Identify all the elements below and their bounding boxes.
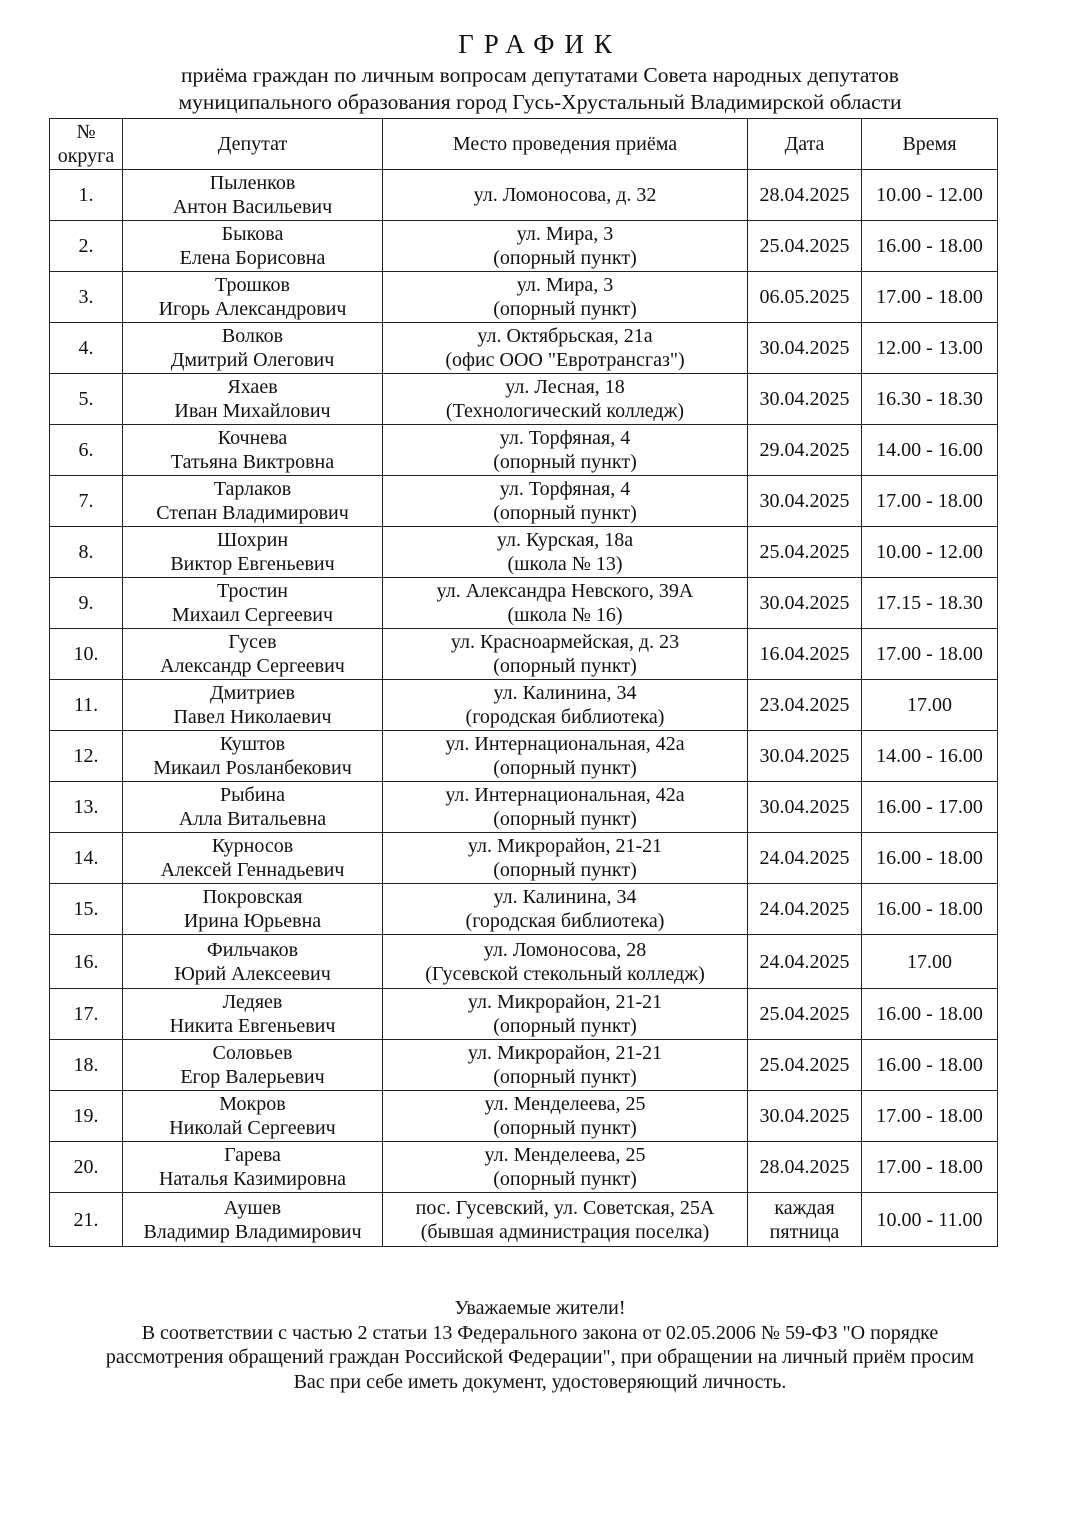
cell-num-num: 19.	[73, 1105, 99, 1127]
cell-place	[383, 833, 748, 884]
cell-time	[862, 170, 998, 221]
cell-place	[383, 731, 748, 782]
document-subtitle	[0, 62, 1080, 116]
cell-deputy	[123, 1142, 383, 1193]
cell-place	[383, 476, 748, 527]
cell-place-place1: ул. Курская, 18а	[496, 529, 634, 551]
table-row	[50, 1091, 998, 1142]
cell-deputy-name: Павел Николаевич	[173, 706, 332, 728]
column-header-time: Время	[862, 119, 998, 170]
cell-place	[383, 1193, 748, 1247]
cell-place-place1: ул. Александра Невского, 39А	[436, 580, 694, 602]
cell-deputy	[123, 629, 383, 680]
cell-date	[748, 1193, 862, 1247]
cell-num	[50, 374, 123, 425]
cell-place-place1: ул. Торфяная, 4	[499, 427, 631, 449]
cell-place	[383, 374, 748, 425]
cell-time	[862, 425, 998, 476]
cell-deputy	[123, 374, 383, 425]
cell-deputy-name: Виктор Евгеньевич	[170, 553, 335, 575]
cell-time	[862, 374, 998, 425]
cell-place	[383, 782, 748, 833]
cell-date	[748, 221, 862, 272]
cell-deputy-name: Александр Сергеевич	[160, 655, 345, 677]
cell-num	[50, 1193, 123, 1247]
cell-date	[748, 1091, 862, 1142]
cell-time-time: 14.00 - 16.00	[876, 439, 983, 461]
cell-deputy-surname: Тарлаков	[213, 478, 292, 500]
cell-time-time: 17.00 - 18.00	[876, 490, 983, 512]
cell-place	[383, 680, 748, 731]
table-row	[50, 578, 998, 629]
cell-date	[748, 989, 862, 1040]
cell-place	[383, 989, 748, 1040]
cell-place-place1: ул. Калинина, 34	[493, 886, 637, 908]
cell-place-place1: ул. Ломоносова, д. 32	[473, 184, 657, 206]
cell-date-date: 28.04.2025	[759, 184, 850, 206]
cell-time	[862, 629, 998, 680]
table-row	[50, 731, 998, 782]
cell-deputy	[123, 1091, 383, 1142]
cell-date-date: 30.04.2025	[759, 592, 850, 614]
cell-place-place1: ул. Мира, 3	[516, 223, 614, 245]
document-title: ГРАФИК	[458, 29, 622, 59]
cell-time-time: 16.00 - 18.00	[876, 235, 983, 257]
cell-date-date: 16.04.2025	[759, 643, 850, 665]
cell-place-place2: (школа № 16)	[507, 604, 623, 626]
cell-deputy	[123, 221, 383, 272]
cell-date-date: 23.04.2025	[759, 694, 850, 716]
cell-time-time: 17.00	[907, 694, 952, 716]
cell-num	[50, 170, 123, 221]
cell-num	[50, 782, 123, 833]
cell-time-time: 17.00 - 18.00	[876, 1105, 983, 1127]
cell-deputy	[123, 989, 383, 1040]
cell-num	[50, 323, 123, 374]
cell-date	[748, 629, 862, 680]
cell-date-date: 29.04.2025	[759, 439, 850, 461]
cell-deputy-name: Алексей Геннадьевич	[160, 859, 345, 881]
cell-deputy	[123, 731, 383, 782]
cell-place-place2: (опорный пункт)	[493, 1117, 637, 1139]
cell-date	[748, 1040, 862, 1091]
cell-place-place1: ул. Мира, 3	[516, 274, 614, 296]
cell-date	[748, 935, 862, 989]
cell-place-place1: ул. Интернациональная, 42а	[445, 733, 685, 755]
cell-date	[748, 425, 862, 476]
cell-time	[862, 1091, 998, 1142]
cell-date-date: 30.04.2025	[759, 745, 850, 767]
cell-time-time: 10.00 - 11.00	[876, 1208, 983, 1231]
cell-date	[748, 731, 862, 782]
subtitle-line: муниципального образования город Гусь-Хрустальный Владимирской области	[178, 90, 902, 114]
cell-time	[862, 1193, 998, 1247]
cell-deputy-name: Николай Сергеевич	[169, 1117, 336, 1139]
cell-date-date: 30.04.2025	[759, 388, 850, 410]
cell-deputy-name: Алла Витальевна	[178, 808, 327, 830]
cell-num	[50, 221, 123, 272]
cell-deputy	[123, 476, 383, 527]
cell-place-place1: ул. Красноармейская, д. 23	[450, 631, 680, 653]
cell-deputy	[123, 1040, 383, 1091]
cell-date-date: 06.05.2025	[759, 286, 850, 308]
cell-time	[862, 935, 998, 989]
cell-place-place1: ул. Микрорайон, 21-21	[467, 835, 663, 857]
cell-deputy-surname: Ледяев	[222, 991, 283, 1013]
cell-time	[862, 989, 998, 1040]
column-header-place: Место проведения приёма	[383, 119, 748, 170]
cell-place-place2: (офис ООО "Евротрансгаз")	[445, 349, 685, 371]
cell-place	[383, 935, 748, 989]
cell-time	[862, 833, 998, 884]
cell-num-num: 9.	[78, 592, 94, 614]
cell-deputy	[123, 170, 383, 221]
cell-deputy-name: Игорь Александрович	[158, 298, 347, 320]
cell-place-place1: ул. Ломоносова, 28	[483, 938, 647, 961]
cell-place	[383, 272, 748, 323]
cell-time	[862, 782, 998, 833]
cell-deputy	[123, 323, 383, 374]
cell-date-date: 24.04.2025	[759, 847, 850, 869]
cell-num-num: 17.	[73, 1003, 99, 1025]
cell-deputy	[123, 884, 383, 935]
cell-place-place1: ул. Менделеева, 25	[484, 1093, 646, 1115]
cell-time	[862, 731, 998, 782]
cell-date-date: 24.04.2025	[759, 898, 850, 920]
cell-deputy-name: Юрий Алексеевич	[174, 962, 331, 985]
cell-num	[50, 833, 123, 884]
cell-place-place2: (опорный пункт)	[493, 1168, 637, 1190]
cell-time-time: 17.15 - 18.30	[876, 592, 983, 614]
table-row	[50, 323, 998, 374]
cell-place-place1: ул. Торфяная, 4	[499, 478, 631, 500]
cell-deputy-surname: Соловьев	[212, 1042, 293, 1064]
cell-time-time: 10.00 - 12.00	[876, 184, 983, 206]
table-row	[50, 527, 998, 578]
cell-date	[748, 578, 862, 629]
table-row	[50, 1142, 998, 1193]
cell-time-time: 16.00 - 17.00	[876, 796, 983, 818]
cell-date-date: 30.04.2025	[759, 1105, 850, 1127]
cell-num	[50, 680, 123, 731]
cell-deputy-name: Никита Евгеньевич	[169, 1015, 336, 1037]
table-row	[50, 629, 998, 680]
cell-num-num: 3.	[78, 286, 94, 308]
cell-date	[748, 374, 862, 425]
cell-num-num: 7.	[78, 490, 94, 512]
cell-deputy	[123, 425, 383, 476]
cell-num-num: 14.	[73, 847, 99, 869]
cell-deputy-surname: Дмитриев	[209, 682, 295, 704]
table-row	[50, 1193, 998, 1247]
cell-deputy-name: Ирина Юрьевна	[183, 910, 322, 932]
cell-deputy-name: Иван Михайлович	[174, 400, 331, 422]
cell-date	[748, 782, 862, 833]
cell-deputy	[123, 272, 383, 323]
cell-num	[50, 1040, 123, 1091]
cell-place-place2: (опорный пункт)	[493, 1066, 637, 1088]
cell-deputy-surname: Аушев	[223, 1196, 282, 1219]
cell-deputy	[123, 833, 383, 884]
cell-num-num: 6.	[78, 439, 94, 461]
cell-num	[50, 272, 123, 323]
subtitle-line: приёма граждан по личным вопросам депутатами Совета народных депутатов	[181, 63, 899, 87]
cell-time-time: 16.00 - 18.00	[876, 898, 983, 920]
table-row	[50, 221, 998, 272]
cell-deputy-surname: Кочнева	[217, 427, 288, 449]
cell-time	[862, 884, 998, 935]
cell-num	[50, 731, 123, 782]
cell-time-time: 17.00 - 18.00	[876, 1156, 983, 1178]
cell-place-place1: ул. Микрорайон, 21-21	[467, 1042, 663, 1064]
cell-num-num: 2.	[78, 235, 94, 257]
schedule-table	[49, 118, 998, 1247]
table-row	[50, 272, 998, 323]
cell-place-place2: (опорный пункт)	[493, 808, 637, 830]
cell-time-time: 16.30 - 18.30	[876, 388, 983, 410]
cell-num-num: 18.	[73, 1054, 99, 1076]
cell-place-place2: (опорный пункт)	[493, 451, 637, 473]
cell-time	[862, 221, 998, 272]
table-row	[50, 782, 998, 833]
notice-heading: Уважаемые жители!	[454, 1297, 626, 1319]
cell-time	[862, 476, 998, 527]
cell-date-date: каждая	[774, 1196, 835, 1219]
cell-num-num: 10.	[73, 643, 99, 665]
cell-place-place2: (опорный пункт)	[493, 298, 637, 320]
cell-time	[862, 1142, 998, 1193]
table-row	[50, 476, 998, 527]
column-header-date: Дата	[748, 119, 862, 170]
cell-date-date: 30.04.2025	[759, 337, 850, 359]
cell-place	[383, 323, 748, 374]
table-row	[50, 935, 998, 989]
cell-deputy-name: Антон Васильевич	[172, 196, 333, 218]
cell-deputy-name: Владимир Владимирович	[143, 1220, 362, 1243]
cell-date	[748, 680, 862, 731]
cell-date	[748, 323, 862, 374]
cell-time-time: 12.00 - 13.00	[876, 337, 983, 359]
cell-deputy-surname: Гусев	[228, 631, 277, 653]
cell-deputy-name: Дмитрий Олегович	[170, 349, 335, 371]
cell-deputy-surname: Покровская	[202, 886, 303, 908]
cell-num-num: 20.	[73, 1156, 99, 1178]
cell-deputy-name: Степан Владимирович	[156, 502, 349, 524]
column-header-deputy: Депутат	[123, 119, 383, 170]
cell-date	[748, 476, 862, 527]
cell-date	[748, 170, 862, 221]
cell-date	[748, 272, 862, 323]
cell-deputy-surname: Рыбина	[219, 784, 286, 806]
cell-num-num: 11.	[73, 694, 99, 716]
table-row	[50, 1040, 998, 1091]
cell-place	[383, 170, 748, 221]
cell-date-date: 25.04.2025	[759, 541, 850, 563]
cell-time-time: 17.00 - 18.00	[876, 286, 983, 308]
cell-date-date2: пятница	[769, 1220, 840, 1243]
cell-place-place2: (опорный пункт)	[493, 757, 637, 779]
column-header-num-line: округа	[57, 145, 115, 167]
cell-place	[383, 221, 748, 272]
notice-line: Вас при себе иметь документ, удостоверяющий личность.	[293, 1370, 787, 1393]
cell-place-place1: ул. Октябрьская, 21а	[477, 325, 653, 347]
cell-place	[383, 629, 748, 680]
cell-deputy-surname: Яхаев	[227, 376, 278, 398]
cell-place-place2: (опорный пункт)	[493, 502, 637, 524]
cell-place-place2: (Гусевской стекольный колледж)	[425, 962, 705, 985]
schedule-rows	[50, 170, 998, 1247]
cell-date-date: 25.04.2025	[759, 1054, 850, 1076]
cell-date	[748, 833, 862, 884]
cell-place	[383, 1142, 748, 1193]
cell-place-place2: (Технологический колледж)	[445, 400, 685, 422]
cell-num-num: 15.	[73, 898, 99, 920]
cell-place-place2: (школа № 13)	[507, 553, 623, 575]
cell-num-num: 1.	[78, 184, 94, 206]
cell-deputy-surname: Куштов	[219, 733, 286, 755]
cell-time	[862, 1040, 998, 1091]
cell-deputy-surname: Мокров	[219, 1093, 286, 1115]
cell-num-num: 12.	[73, 745, 99, 767]
cell-deputy-surname: Пыленков	[209, 172, 296, 194]
cell-date-date: 25.04.2025	[759, 235, 850, 257]
cell-place-place2: (городская библиотека)	[465, 706, 665, 728]
cell-time-time: 16.00 - 18.00	[876, 847, 983, 869]
cell-num	[50, 578, 123, 629]
cell-place	[383, 527, 748, 578]
cell-deputy-surname: Трошков	[215, 274, 290, 296]
cell-deputy	[123, 578, 383, 629]
cell-num	[50, 476, 123, 527]
table-header-row	[50, 119, 998, 170]
cell-num	[50, 884, 123, 935]
cell-num-num: 21.	[73, 1208, 99, 1231]
cell-date	[748, 527, 862, 578]
cell-place-place1: пос. Гусевский, ул. Советская, 25А	[415, 1196, 715, 1219]
table-row	[50, 989, 998, 1040]
cell-date-date: 28.04.2025	[759, 1156, 850, 1178]
cell-deputy-surname: Гарева	[224, 1144, 281, 1166]
cell-place-place1: ул. Менделеева, 25	[484, 1144, 646, 1166]
cell-date-date: 30.04.2025	[759, 796, 850, 818]
cell-deputy-name: Наталья Казимировна	[158, 1168, 347, 1190]
cell-deputy-surname: Тростин	[217, 580, 288, 602]
cell-num	[50, 935, 123, 989]
cell-deputy-name: Егор Валерьевич	[180, 1066, 325, 1088]
cell-place	[383, 884, 748, 935]
cell-place	[383, 1091, 748, 1142]
cell-place-place1: ул. Калинина, 34	[493, 682, 637, 704]
cell-deputy-surname: Курносов	[211, 835, 294, 857]
cell-num	[50, 629, 123, 680]
cell-num-num: 5.	[78, 388, 94, 410]
cell-num-num: 16.	[73, 950, 99, 973]
table-row	[50, 833, 998, 884]
cell-deputy-surname: Быкова	[221, 223, 284, 245]
cell-date-date: 30.04.2025	[759, 490, 850, 512]
cell-deputy-surname: Волков	[221, 325, 284, 347]
cell-deputy-name: Микаил Рosланбекович	[153, 757, 352, 779]
cell-date-date: 25.04.2025	[759, 1003, 850, 1025]
table-row	[50, 884, 998, 935]
cell-place-place1: ул. Лесная, 18	[505, 376, 625, 398]
notice-block	[0, 1296, 1080, 1394]
cell-deputy	[123, 527, 383, 578]
cell-deputy-name: Михаил Сергеевич	[171, 604, 334, 626]
cell-num-num: 4.	[78, 337, 94, 359]
table-row	[50, 374, 998, 425]
cell-place-place2: (опорный пункт)	[493, 1015, 637, 1037]
cell-place-place2: (опорный пункт)	[493, 247, 637, 269]
cell-place-place2: (опорный пункт)	[493, 655, 637, 677]
cell-num	[50, 425, 123, 476]
cell-place-place1: ул. Микрорайон, 21-21	[467, 991, 663, 1013]
cell-num	[50, 527, 123, 578]
cell-date	[748, 884, 862, 935]
cell-time-time: 17.00	[907, 950, 952, 973]
cell-time-time: 16.00 - 18.00	[876, 1003, 983, 1025]
cell-place	[383, 578, 748, 629]
column-header-num-line: №	[76, 121, 96, 143]
cell-num-num: 8.	[78, 541, 94, 563]
cell-num	[50, 1091, 123, 1142]
cell-num	[50, 1142, 123, 1193]
cell-date-date: 24.04.2025	[759, 950, 850, 973]
table-row	[50, 425, 998, 476]
table-row	[50, 680, 998, 731]
cell-deputy-name: Татьяна Виктровна	[170, 451, 335, 473]
table-row	[50, 170, 998, 221]
cell-time-time: 10.00 - 12.00	[876, 541, 983, 563]
cell-num-num: 13.	[73, 796, 99, 818]
cell-time-time: 17.00 - 18.00	[876, 643, 983, 665]
cell-time-time: 16.00 - 18.00	[876, 1054, 983, 1076]
notice-line: В соответствии с частью 2 статьи 13 Федерального закона от 02.05.2006 № 59-ФЗ "О порядке	[141, 1321, 939, 1344]
cell-time	[862, 323, 998, 374]
cell-time	[862, 578, 998, 629]
cell-deputy	[123, 782, 383, 833]
cell-place-place2: (бывшая администрация поселка)	[420, 1220, 710, 1243]
cell-place	[383, 1040, 748, 1091]
cell-place	[383, 425, 748, 476]
cell-num	[50, 989, 123, 1040]
notice-line: рассмотрения обращений граждан Российской Федерации", при обращении на личный приём просим	[105, 1346, 975, 1368]
cell-time-time: 14.00 - 16.00	[876, 745, 983, 767]
cell-deputy-surname: Шохрин	[216, 529, 289, 551]
cell-time	[862, 527, 998, 578]
cell-time	[862, 272, 998, 323]
cell-deputy-name: Елена Борисовна	[179, 247, 326, 269]
cell-place-place2: (городская библиотека)	[465, 910, 665, 932]
column-header-num	[50, 119, 123, 170]
cell-time	[862, 680, 998, 731]
cell-deputy	[123, 680, 383, 731]
cell-place-place2: (опорный пункт)	[493, 859, 637, 881]
cell-deputy	[123, 1193, 383, 1247]
cell-place-place1: ул. Интернациональная, 42а	[445, 784, 685, 806]
cell-deputy	[123, 935, 383, 989]
cell-date	[748, 1142, 862, 1193]
cell-deputy-surname: Фильчаков	[206, 938, 299, 961]
